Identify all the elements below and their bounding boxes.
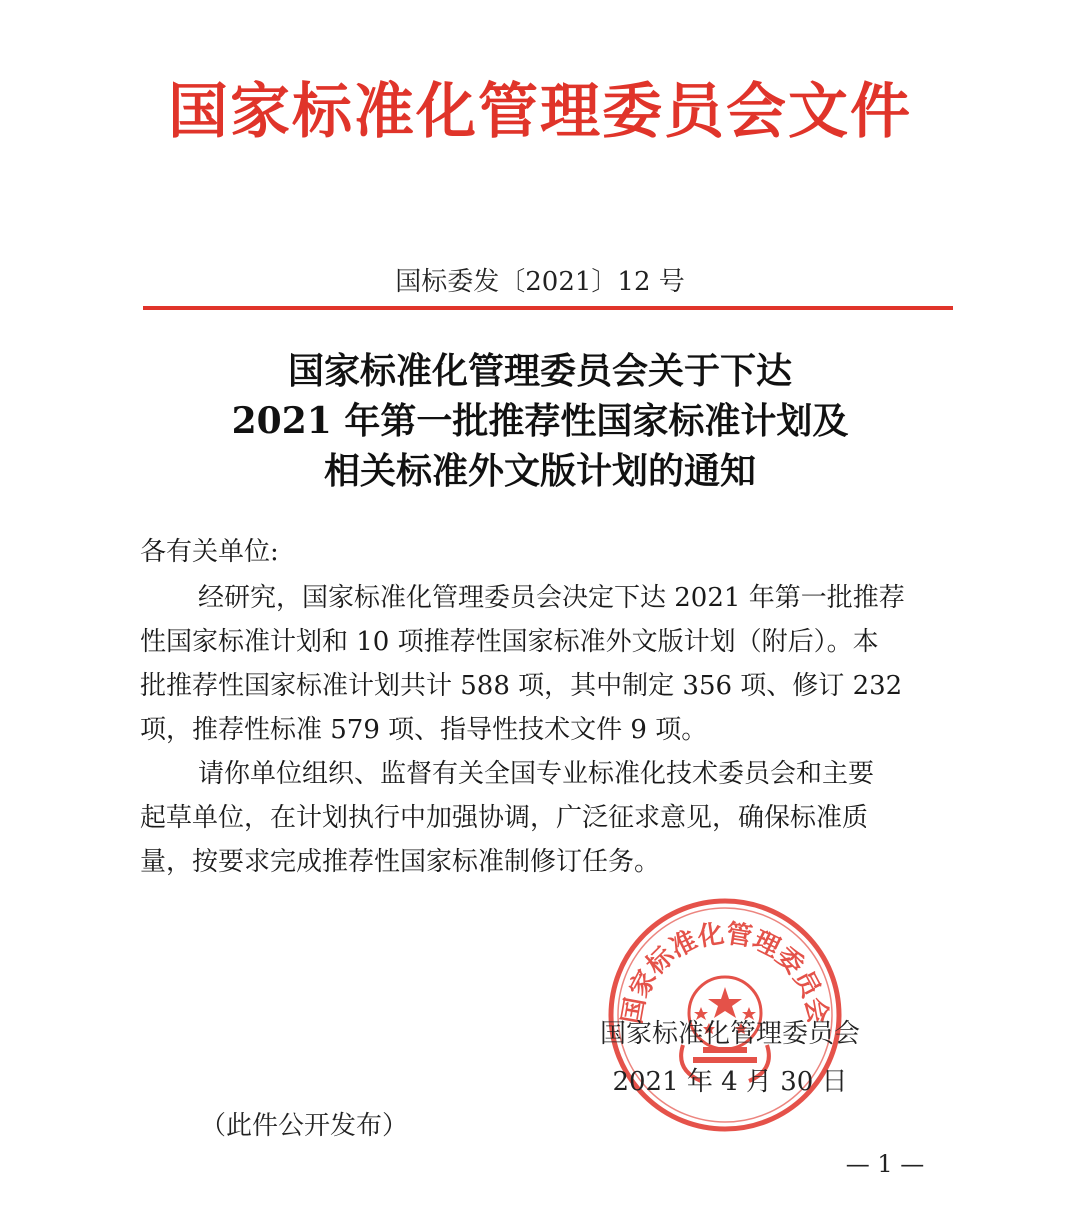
paragraph-line: 批推荐性国家标准计划共计 588 项，其中制定 356 项、修订 232 — [140, 671, 903, 701]
notice-title-line: 相关标准外文版计划的通知 — [323, 450, 756, 492]
document-header-title: 国家标准化管理委员会文件 — [168, 77, 912, 147]
signature-date: 2021 年 4 月 30 日 — [612, 1067, 848, 1097]
salutation: 各有关单位: — [140, 537, 279, 567]
body-paragraph-1 — [140, 576, 960, 752]
paragraph-line: 经研究，国家标准化管理委员会决定下达 2021 年第一批推荐 — [198, 583, 905, 613]
public-release-note: （此件公开发布） — [200, 1111, 409, 1141]
page-number: — 1 — — [845, 1150, 925, 1178]
paragraph-line: 量，按要求完成推荐性国家标准制修订任务。 — [140, 847, 661, 877]
paragraph-line: 起草单位，在计划执行中加强协调，广泛征求意见，确保标准质 — [140, 803, 869, 833]
notice-title-line: 2021 年第一批推荐性国家标准计划及 — [231, 400, 849, 442]
document-number: 国标委发〔2021〕12 号 — [395, 267, 685, 297]
signer-name: 国家标准化管理委员会 — [599, 1019, 860, 1049]
notice-title — [0, 346, 1080, 496]
paragraph-line: 请你单位组织、监督有关全国专业标准化技术委员会和主要 — [198, 759, 875, 789]
red-divider-line — [143, 306, 953, 310]
paragraph-line: 项，推荐性标准 579 项、指导性技术文件 9 项。 — [140, 715, 708, 745]
body-paragraph-2 — [140, 752, 960, 884]
paragraph-line: 性国家标准计划和 10 项推荐性国家标准外文版计划（附后）。本 — [140, 627, 879, 657]
notice-title-line: 国家标准化管理委员会关于下达 — [287, 350, 792, 392]
seal-text: 国家标准化管理委员会 — [617, 919, 833, 1027]
